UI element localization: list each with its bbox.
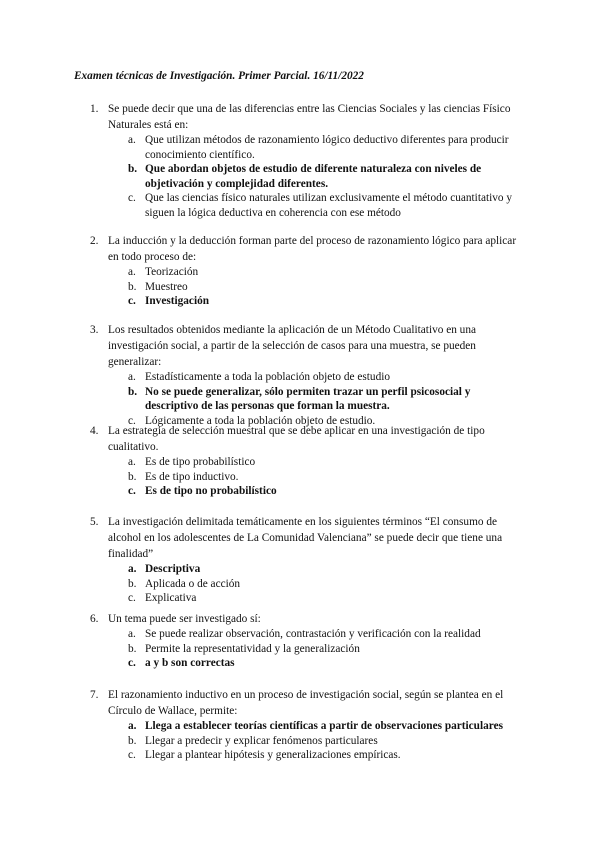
option-letter: a. — [128, 720, 137, 732]
answer-option — [0, 591, 600, 606]
answer-option — [0, 133, 600, 162]
option-letter: a. — [128, 266, 136, 278]
correct-option — [0, 484, 600, 499]
question-3 — [0, 322, 600, 428]
answer-option — [0, 370, 600, 385]
option-letter: c. — [128, 592, 136, 605]
question-7 — [0, 687, 600, 763]
option-text: Que abordan objetos de estudio de diferente naturaleza con niveles de objetivación y complejidad diferentes. — [145, 163, 482, 190]
option-letter: c. — [128, 192, 136, 205]
question-stem — [0, 233, 600, 265]
option-text: Llegar a plantear hipótesis y generalizaciones empíricas. — [145, 749, 401, 762]
option-text: Muestreo — [145, 280, 188, 293]
option-letter: b. — [128, 385, 138, 398]
question-5 — [0, 514, 600, 606]
option-text: Teorización — [145, 266, 199, 278]
option-letter: a. — [128, 563, 137, 575]
option-text: No se puede generalizar, sólo permiten trazar un perfil psicosocial y descriptivo de las personas que forman la muestra. — [145, 385, 471, 413]
option-letter: b. — [128, 470, 137, 483]
question-text: Se puede decir que una de las diferencias entre las Ciencias Sociales y las ciencias Físico Naturales está en: — [108, 103, 511, 131]
option-letter: c. — [128, 295, 136, 308]
option-text: Descriptiva — [145, 563, 201, 575]
option-letter: a. — [128, 134, 136, 146]
question-number: 4. — [90, 425, 99, 437]
page-title: Examen técnicas de Investigación. Primer Parcial. 16/11/2022 — [74, 70, 364, 82]
answer-option — [0, 470, 600, 485]
option-text: Es de tipo probabilístico — [145, 456, 256, 468]
option-list — [0, 562, 600, 606]
question-text: Los resultados obtenidos mediante la aplicación de un Método Cualitativo en una investigación social, a partir de la selección de casos para una muestra, se pueden generalizar: — [108, 324, 476, 368]
question-text: La estrategia de selección muestral que se debe aplicar en una investigación de tipo cualitativo. — [108, 425, 485, 453]
option-text: Que las ciencias físico naturales utilizan exclusivamente el método cuantitativo y siguen la lógica deductiva en coherencia con ese método — [145, 192, 513, 219]
option-letter: c. — [128, 749, 136, 762]
question-stem — [0, 322, 600, 370]
answer-option — [0, 734, 600, 749]
question-text: Un tema puede ser investigado sí: — [108, 613, 261, 625]
option-letter: b. — [128, 642, 137, 655]
option-letter: c. — [128, 485, 136, 498]
option-letter: c. — [128, 414, 136, 427]
option-list — [0, 370, 600, 428]
option-letter: a. — [128, 628, 136, 640]
question-2 — [0, 233, 600, 309]
question-stem — [0, 514, 600, 562]
question-1 — [0, 101, 600, 221]
answer-option — [0, 577, 600, 592]
question-number: 2. — [90, 235, 99, 247]
answer-option — [0, 748, 600, 763]
correct-option — [0, 294, 600, 309]
option-letter: c. — [128, 657, 136, 670]
option-list — [0, 133, 600, 221]
option-text: Explicativa — [145, 592, 197, 605]
question-4 — [0, 423, 600, 499]
correct-option — [0, 385, 600, 414]
question-text: El razonamiento inductivo en un proceso de investigación social, según se plantea en el Círculo de Wallace, permite: — [108, 689, 504, 717]
question-text: La inducción y la deducción forman parte del proceso de razonamiento lógico para aplicar en todo proceso de: — [108, 235, 517, 263]
option-text: Llegar a predecir y explicar fenómenos particulares — [145, 734, 378, 747]
option-text: Se puede realizar observación, contrastación y verificación con la realidad — [145, 628, 481, 640]
question-stem — [0, 611, 600, 627]
answer-option — [0, 455, 600, 470]
question-number: 7. — [90, 689, 99, 701]
option-text: Estadísticamente a toda la población objeto de estudio — [145, 371, 391, 383]
question-stem — [0, 101, 600, 133]
answer-option — [0, 265, 600, 280]
option-list — [0, 455, 600, 499]
option-text: Investigación — [145, 295, 210, 308]
option-text: Lógicamente a toda la población objeto de estudio. — [145, 414, 376, 427]
option-list — [0, 627, 600, 671]
answer-option — [0, 280, 600, 295]
option-text: Que utilizan métodos de razonamiento lógico deductivo diferentes para producir conocimiento científico. — [145, 134, 509, 161]
option-list — [0, 719, 600, 763]
question-stem — [0, 423, 600, 455]
question-number: 1. — [90, 103, 99, 115]
correct-option — [0, 162, 600, 191]
answer-option — [0, 642, 600, 657]
question-number: 6. — [90, 613, 99, 625]
option-text: Es de tipo no probabilístico — [145, 485, 277, 498]
option-letter: a. — [128, 456, 136, 468]
question-stem — [0, 687, 600, 719]
option-letter: b. — [128, 163, 138, 176]
option-letter: b. — [128, 280, 137, 293]
question-number: 5. — [90, 516, 99, 528]
option-text: Llega a establecer teorías científicas a partir de observaciones particulares — [145, 720, 503, 732]
option-list — [0, 265, 600, 309]
correct-option — [0, 656, 600, 671]
answer-option — [0, 627, 600, 642]
option-letter: b. — [128, 734, 137, 747]
question-6 — [0, 611, 600, 671]
option-letter: a. — [128, 371, 136, 383]
option-text: a y b son correctas — [145, 657, 235, 670]
option-text: Es de tipo inductivo. — [145, 470, 239, 483]
correct-option — [0, 562, 600, 577]
option-text: Permite la representatividad y la generalización — [145, 642, 360, 655]
option-text: Aplicada o de acción — [145, 577, 241, 590]
option-letter: b. — [128, 577, 137, 590]
correct-option — [0, 719, 600, 734]
question-number: 3. — [90, 324, 99, 336]
answer-option — [0, 191, 600, 220]
question-text: La investigación delimitada temáticamente en los siguientes términos “El consumo de alcohol en los adolescentes de La Comunidad Valenciana” se puede decir que tiene una finalidad” — [108, 516, 503, 560]
